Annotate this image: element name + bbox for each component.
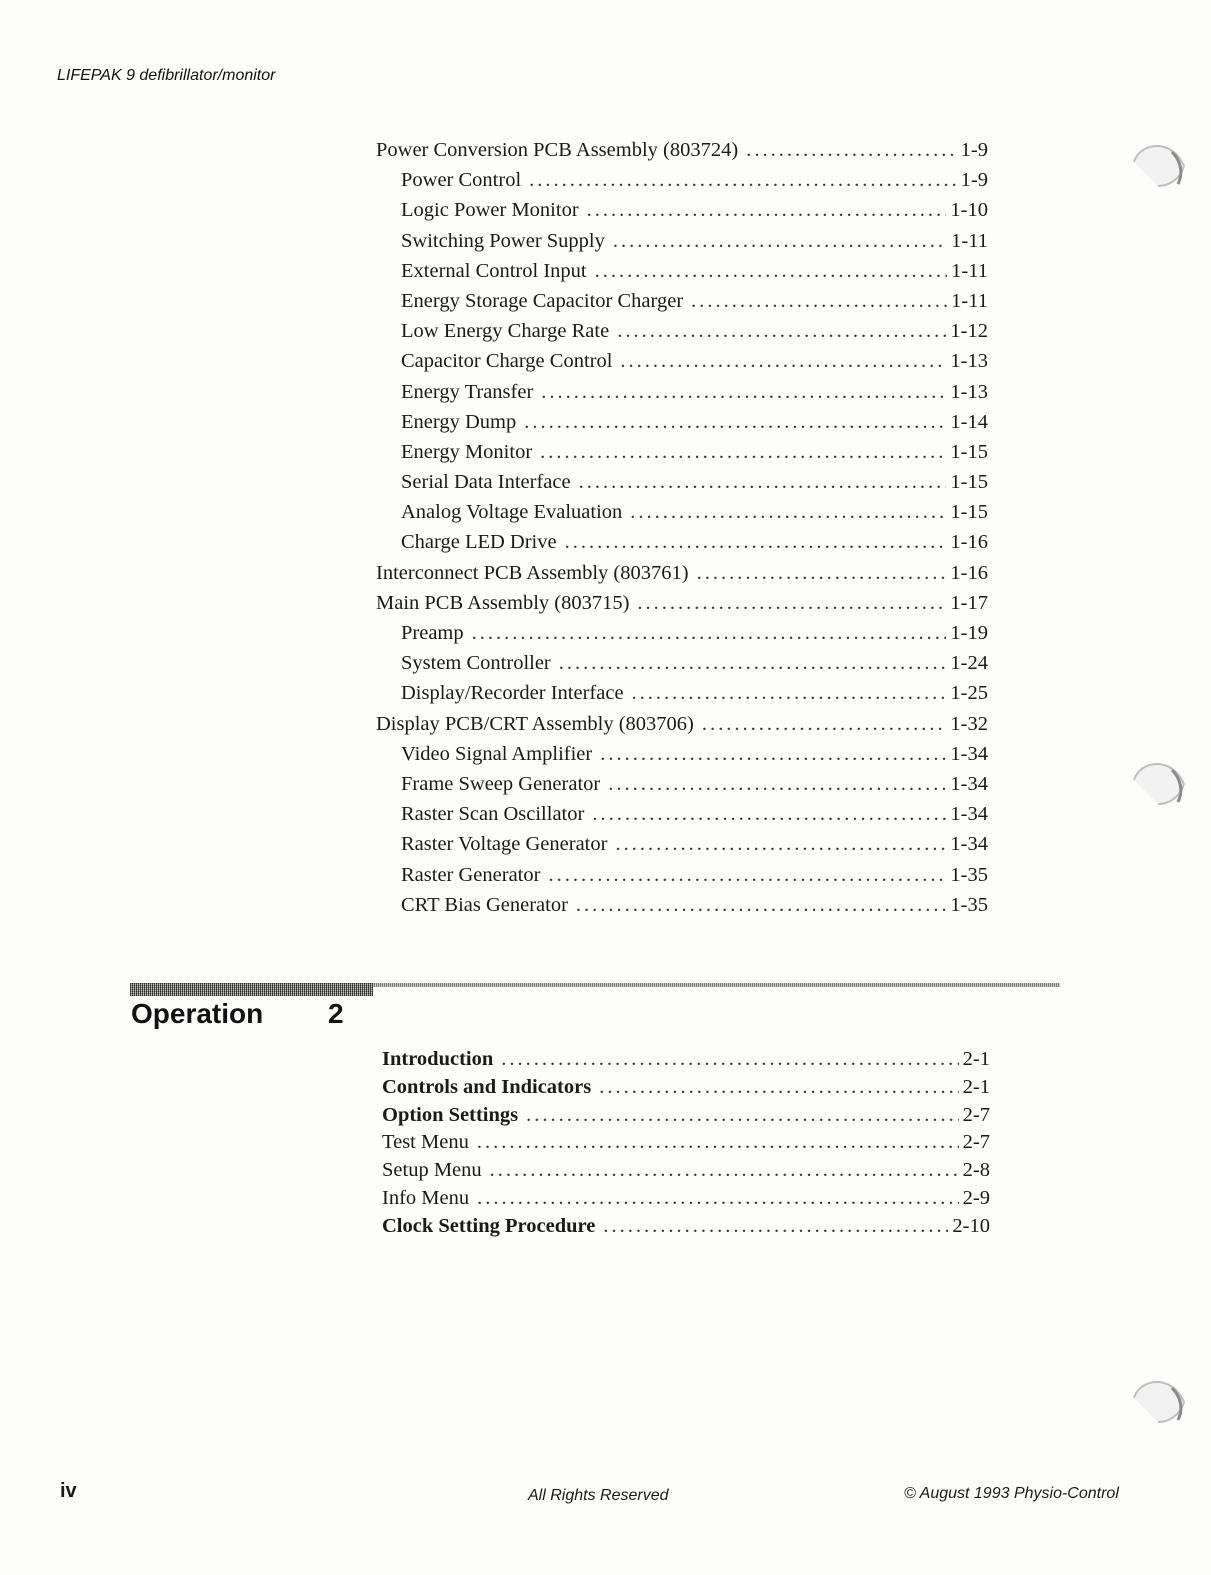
toc-entry[interactable]: Serial Data Interface ..... 1-15 [376, 468, 988, 498]
toc-entry[interactable]: Main PCB Assembly (803715) ..... 1-17 [376, 589, 988, 619]
toc-entry[interactable]: Energy Dump ..... 1-14 [376, 408, 988, 438]
toc-entry[interactable]: System Controller ..... 1-24 [376, 649, 988, 679]
section-number: 2 [328, 998, 344, 1029]
toc-list-continued [376, 136, 988, 921]
toc-entry[interactable]: Info Menu ..... 2-9 [382, 1184, 990, 1212]
rights-notice: All Rights Reserved [528, 1487, 669, 1504]
section-title: Operation [131, 998, 264, 1029]
running-header: LIFEPAK 9 defibrillator/monitor [57, 67, 276, 84]
toc-entry[interactable]: Display/Recorder Interface ..... 1-25 [376, 679, 988, 709]
toc-entry[interactable]: Switching Power Supply ..... 1-11 [376, 227, 988, 257]
toc-entry[interactable]: Logic Power Monitor ..... 1-10 [376, 196, 988, 226]
binder-hole-icon [1128, 758, 1190, 808]
binder-hole-icon [1128, 1376, 1190, 1426]
toc-entry[interactable]: Introduction ..... 2-1 [382, 1045, 990, 1073]
toc-entry[interactable]: Interconnect PCB Assembly (803761) ..... 1-16 [376, 559, 988, 589]
page-number: iv [60, 1480, 77, 1502]
toc-entry[interactable]: Energy Transfer ..... 1-13 [376, 378, 988, 408]
toc-entry[interactable]: Energy Storage Capacitor Charger ..... 1-11 [376, 287, 988, 317]
toc-entry[interactable]: Setup Menu ..... 2-8 [382, 1156, 990, 1184]
toc-entry[interactable]: Frame Sweep Generator ..... 1-34 [376, 770, 988, 800]
toc-entry[interactable]: Raster Generator ..... 1-35 [376, 861, 988, 891]
toc-entry[interactable]: Preamp ..... 1-19 [376, 619, 988, 649]
toc-entry[interactable]: Clock Setting Procedure ..... 2-10 [382, 1212, 990, 1240]
toc-entry[interactable]: Power Conversion PCB Assembly (803724) ..... 1-9 [376, 136, 988, 166]
toc-entry[interactable]: Power Control ..... 1-9 [376, 166, 988, 196]
toc-entry[interactable]: Raster Scan Oscillator ..... 1-34 [376, 800, 988, 830]
toc-entry[interactable]: Controls and Indicators ..... 2-1 [382, 1073, 990, 1101]
toc-entry[interactable]: Display PCB/CRT Assembly (803706) ..... 1-32 [376, 710, 988, 740]
toc-entry[interactable]: Low Energy Charge Rate ..... 1-12 [376, 317, 988, 347]
toc-entry[interactable]: Test Menu ..... 2-7 [382, 1128, 990, 1156]
toc-entry[interactable]: Energy Monitor ..... 1-15 [376, 438, 988, 468]
toc-entry[interactable]: CRT Bias Generator ..... 1-35 [376, 891, 988, 921]
copyright-notice: © August 1993 Physio-Control [904, 1485, 1119, 1502]
toc-entry[interactable]: Video Signal Amplifier ..... 1-34 [376, 740, 988, 770]
binder-hole-icon [1128, 140, 1190, 190]
toc-list-operation [382, 1045, 990, 1240]
toc-entry[interactable]: Raster Voltage Generator ..... 1-34 [376, 830, 988, 860]
toc-entry[interactable]: External Control Input ..... 1-11 [376, 257, 988, 287]
toc-entry[interactable]: Charge LED Drive ..... 1-16 [376, 528, 988, 558]
toc-entry[interactable]: Analog Voltage Evaluation ..... 1-15 [376, 498, 988, 528]
toc-entry[interactable]: Capacitor Charge Control ..... 1-13 [376, 347, 988, 377]
section-divider-bar [130, 983, 373, 996]
toc-entry[interactable]: Option Settings ..... 2-7 [382, 1101, 990, 1129]
